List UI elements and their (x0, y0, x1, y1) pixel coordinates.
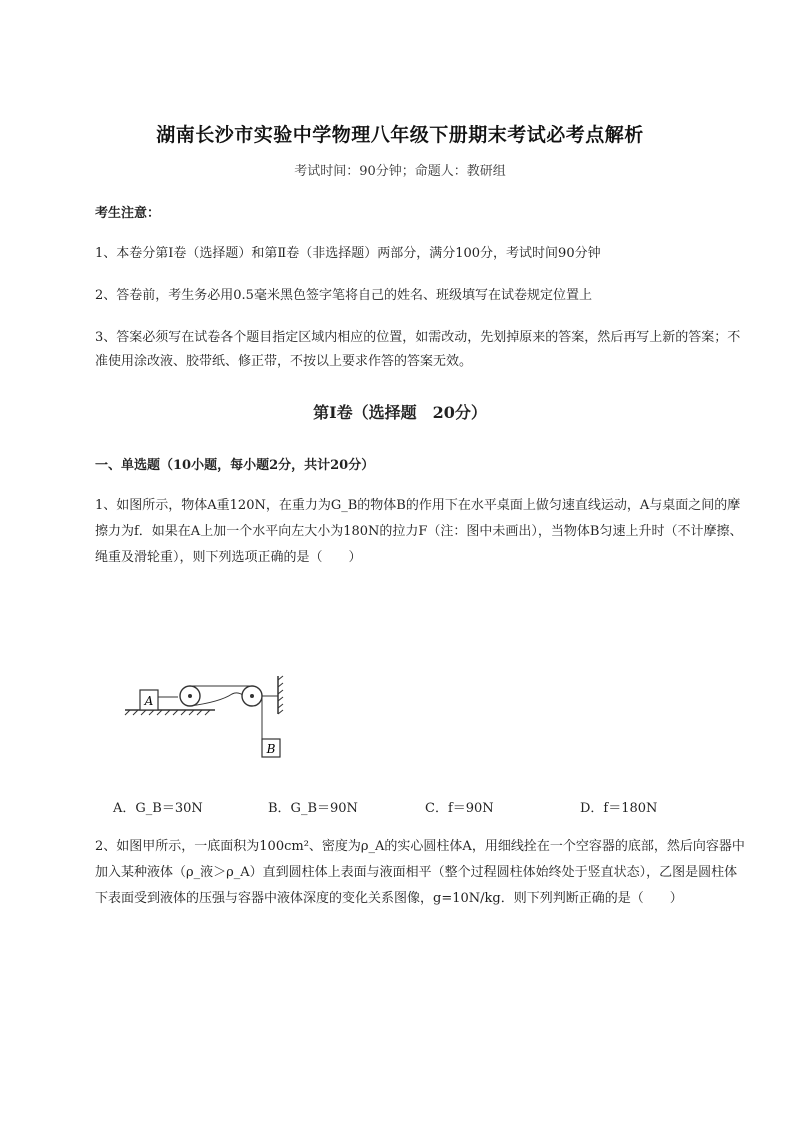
option-b[interactable]: B．G_B＝90N (268, 801, 358, 816)
movable-pulley (180, 686, 200, 706)
fixed-pulley (242, 686, 262, 706)
block-b (262, 739, 280, 757)
notice-item-1: 1、本卷分第Ⅰ卷（选择题）和第Ⅱ卷（非选择题）两部分，满分100分，考试时间90分钟 (95, 246, 601, 261)
question-2-text: 2、如图甲所示，一底面积为100cm²、密度为ρ_A的实心圆柱体A，用细线拴在一个空容器的底部，然后向容器中加入某种液体（ρ_液＞ρ_A）直到圆柱体上表面与液面相平（整个过程圆柱体始终处于竖直状态），乙图是圆柱体下表面受到液体的压强与容器中液体深度的变化关系图像，g=10N/kg．则下列判断正确的是（ ） (95, 839, 745, 906)
option-c[interactable]: C．f＝90N (425, 801, 494, 816)
notice-item-3: 3、答案必须写在试卷各个题目指定区域内相应的位置，如需改动，先划掉原来的答案，然后再写上新的答案；不准使用涂改液、胶带纸、修正带，不按以上要求作答的答案无效。 (95, 330, 741, 369)
section-heading: 一、单选题（10小题，每小题2分，共计20分） (95, 458, 375, 473)
option-a[interactable]: A．G_B＝30N (113, 801, 203, 816)
question-1-text: 1、如图所示，物体A重120N，在重力为G_B的物体B的作用下在水平桌面上做匀速直线运动，A与桌面之间的摩擦力为f．如果在A上加一个水平向左大小为180N的拉力F（注：图中未画出），当物体B匀速上升时（不计摩擦、绳重及滑轮重），则下列选项正确的是（ ） (95, 498, 743, 565)
block-b-label: B (266, 742, 276, 756)
wall (278, 676, 283, 714)
question-1-options (0, 797, 800, 817)
option-d[interactable]: D．f＝180N (580, 801, 658, 816)
block-a (140, 690, 158, 710)
notice-heading: 考生注意： (95, 206, 161, 221)
block-a-label: A (144, 694, 154, 708)
part-title: 第Ⅰ卷（选择题 20分） (313, 403, 487, 422)
table-surface (125, 710, 215, 715)
document-subtitle: 考试时间：90分钟；命题人：教研组 (294, 164, 506, 179)
document-title: 湖南长沙市实验中学物理八年级下册期末考试必考点解析 (156, 124, 644, 146)
notice-item-2: 2、答卷前，考生务必用0.5毫米黑色签字笔将自己的姓名、班级填写在试卷规定位置上 (95, 288, 592, 303)
pulley-diagram (120, 674, 295, 764)
